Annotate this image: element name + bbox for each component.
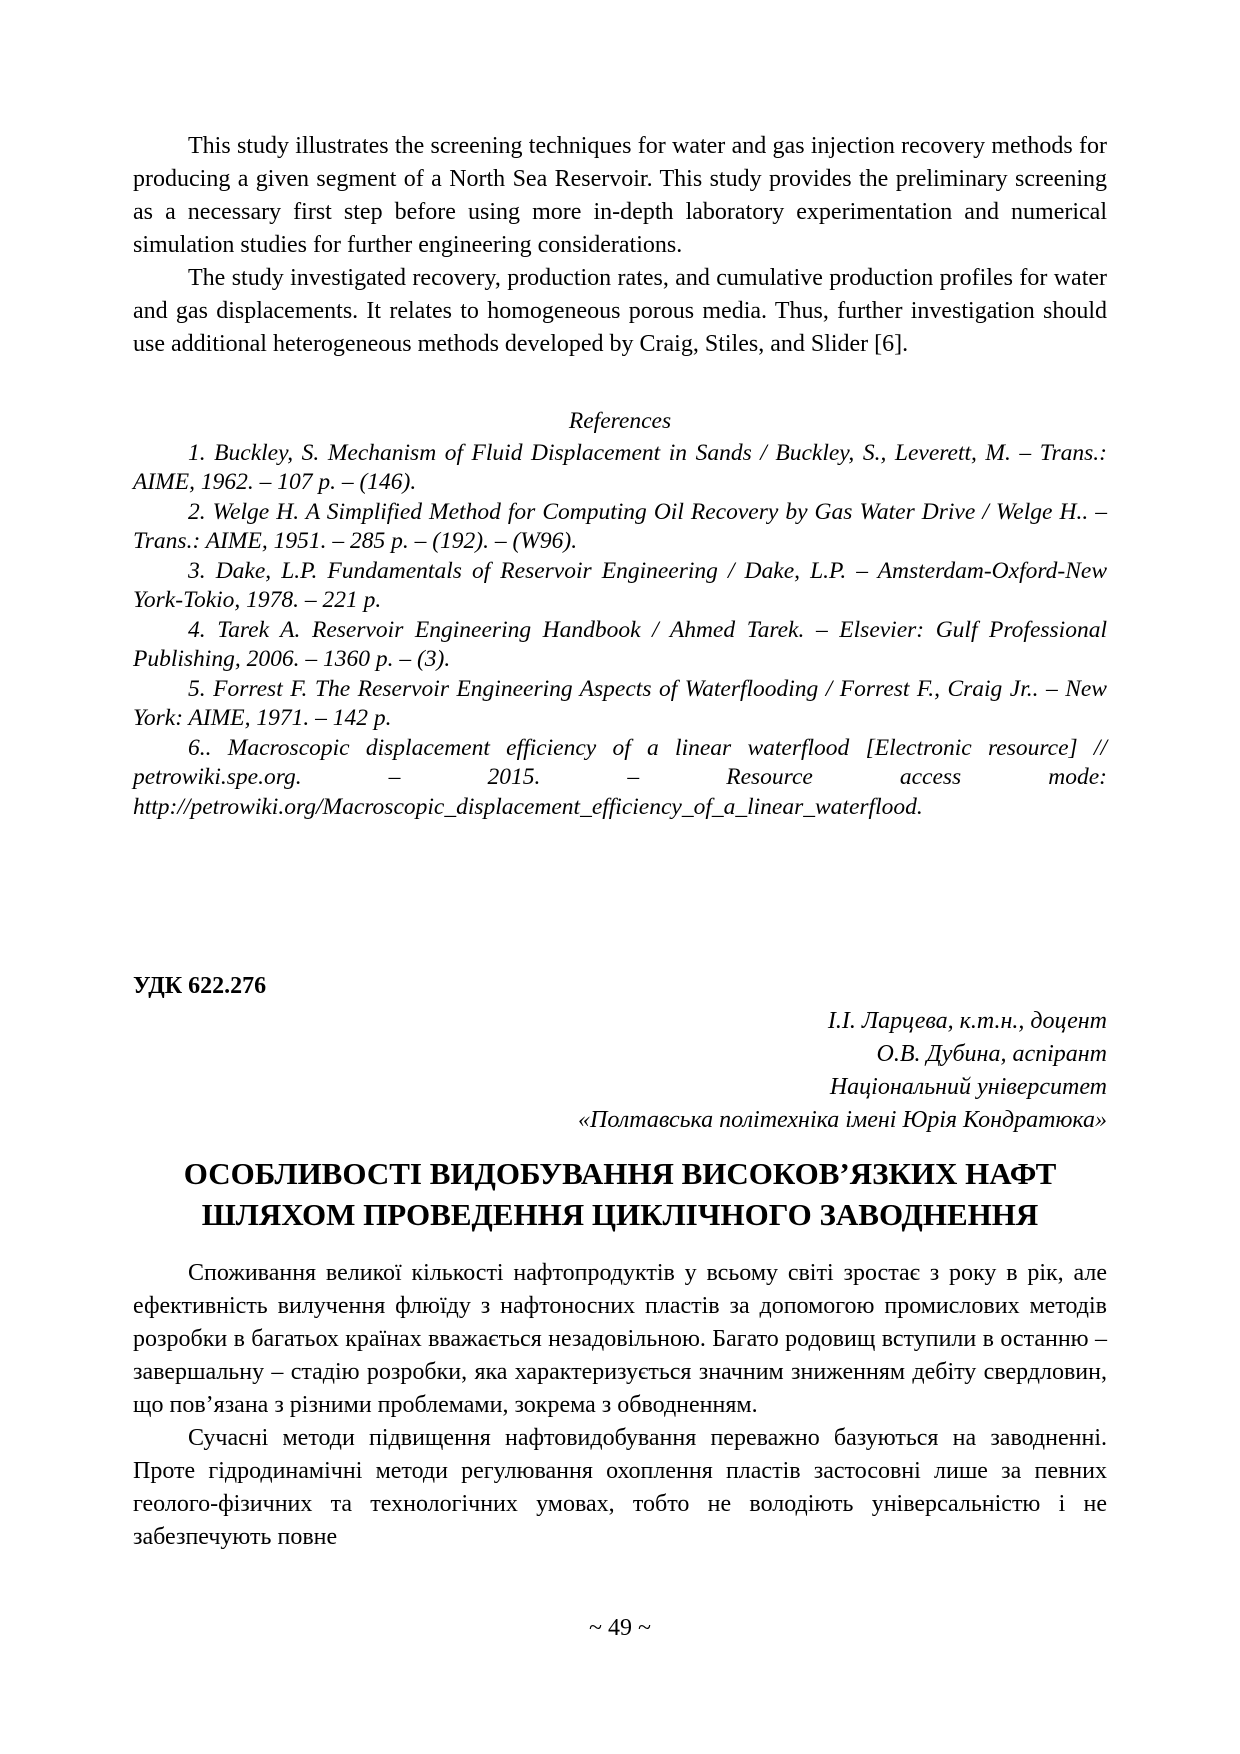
reference-item: 6.. Macroscopic displacement efficiency of a linear waterflood [Electronic resource] // petrowiki.spe.org. – 2015. – Resource access mode: http://petrowiki.org/Macroscopic_displacement_efficiency_of_a_linear_waterflood.: [133, 734, 1107, 820]
authors-block: [133, 1005, 1107, 1137]
article-title: ОСОБЛИВОСТІ ВИДОБУВАННЯ ВИСОКОВ’ЯЗКИХ НАФТ ШЛЯХОМ ПРОВЕДЕННЯ ЦИКЛІЧНОГО ЗАВОДНЕННЯ: [183, 1156, 1057, 1232]
abstract-paragraph: This study illustrates the screening techniques for water and gas injection recovery methods for producing a given segment of a North Sea Reservoir. This study provides the preliminary screening as a necessary first step before using more in-depth laboratory experimentation and numerical simulation studies for further engineering considerations.: [133, 133, 1107, 258]
article-body: [133, 1257, 1107, 1554]
references-heading: References: [568, 408, 672, 434]
reference-item: 1. Buckley, S. Mechanism of Fluid Displacement in Sands / Buckley, S., Leverett, M. – Trans.: AIME, 1962. – 107 p. – (146).: [133, 439, 1107, 495]
body-paragraph: Сучасні методи підвищення нафтовидобування переважно базуються на заводненні. Проте гідродинамічні методи регулювання охоплення пластів застосовні лише за певних геолого-фізичних та технологічних умовах, тобто не володіють універсальністю і не забезпечують повне: [133, 1425, 1107, 1550]
reference-item: 3. Dake, L.P. Fundamentals of Reservoir Engineering / Dake, L.P. – Amsterdam-Oxford-New York-Tokio, 1978. – 221 p.: [133, 557, 1107, 613]
page-number: ~ 49 ~: [589, 1615, 651, 1641]
reference-item: 2. Welge H. A Simplified Method for Computing Oil Recovery by Gas Water Drive / Welge H.. – Trans.: AIME, 1951. – 285 p. – (192). – (W96).: [133, 498, 1107, 554]
affiliation-line: Національний університет: [829, 1074, 1107, 1100]
references-section: [133, 407, 1107, 822]
body-paragraph: Споживання великої кількості нафтопродуктів у всьому світі зростає з року в рік, але ефективність вилучення флюїду з нафтоносних пластів за допомогою промислових методів розробки в багатьох країнах вважається незадовільною. Багато родовищ вступили в останню – завершальну – стадію розробки, яка характеризується значним зниженням дебіту свердловин, що пов’язана з різними проблемами, зокрема з обводненням.: [133, 1260, 1107, 1418]
author-line: І.І. Ларцева, к.т.н., доцент: [827, 1008, 1107, 1034]
udc-code: УДК 622.276: [133, 973, 267, 999]
author-line: О.В. Дубина, аспірант: [876, 1041, 1107, 1067]
affiliation-line: «Полтавська політехніка імені Юрія Кондратюка»: [578, 1107, 1107, 1133]
abstract-section: [133, 130, 1107, 361]
reference-item: 5. Forrest F. The Reservoir Engineering Aspects of Waterflooding / Forrest F., Craig Jr.. – New York: AIME, 1971. – 142 p.: [133, 675, 1107, 731]
reference-item: 4. Tarek A. Reservoir Engineering Handbook / Ahmed Tarek. – Elsevier: Gulf Professional Publishing, 2006. – 1360 p. – (3).: [133, 616, 1107, 672]
abstract-paragraph: The study investigated recovery, production rates, and cumulative production profiles for water and gas displacements. It relates to homogeneous porous media. Thus, further investigation should use additional heterogeneous methods developed by Craig, Stiles, and Slider [6].: [133, 265, 1107, 357]
